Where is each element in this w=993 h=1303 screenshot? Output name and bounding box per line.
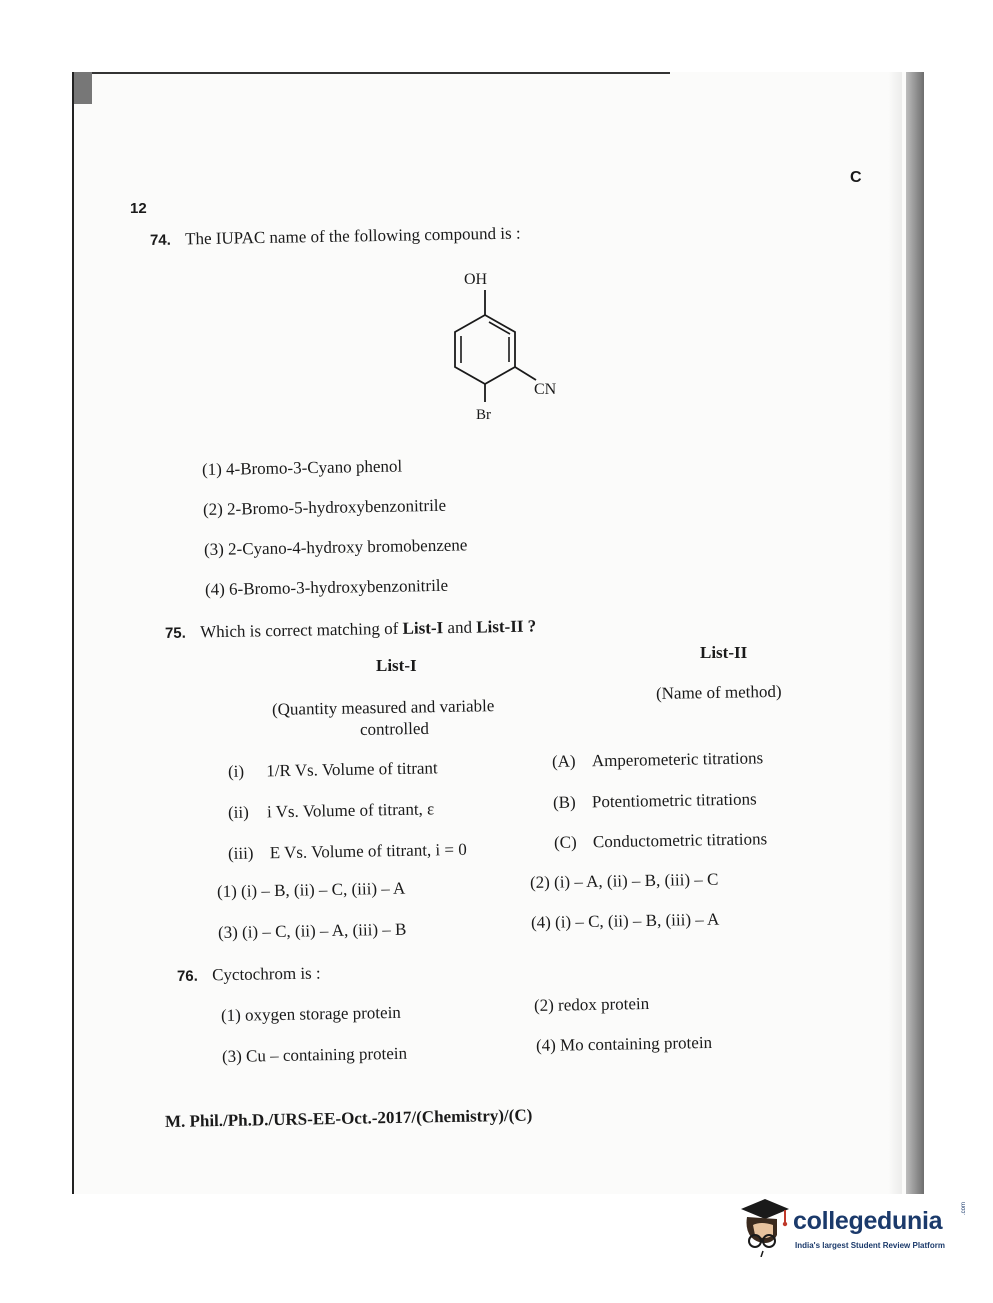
list1-item bbox=[228, 840, 467, 864]
q76-option-2: (2) redox protein bbox=[533, 993, 650, 1015]
question-text: The IUPAC name of the following compound is : bbox=[184, 223, 521, 249]
question-number: 74. bbox=[149, 231, 172, 249]
graduate-mascot-icon bbox=[735, 1195, 793, 1257]
list2-item bbox=[552, 748, 764, 772]
chemical-structure bbox=[430, 262, 580, 432]
oh-label: OH bbox=[464, 271, 488, 288]
scan-corner-shadow bbox=[74, 72, 92, 104]
list2-item bbox=[553, 789, 757, 813]
q76-option-3: (3) Cu – containing protein bbox=[221, 1043, 408, 1066]
q74-option-3: (3) 2-Cyano-4-hydroxy bromobenzene bbox=[203, 535, 468, 559]
list1-item-text: E Vs. Volume of titrant, i = 0 bbox=[269, 839, 467, 863]
scan-right-edge bbox=[906, 72, 924, 1194]
list2-item-text: Potentiometric titrations bbox=[591, 789, 757, 812]
question-76 bbox=[177, 963, 321, 986]
list1-item-text: i Vs. Volume of titrant, ε bbox=[266, 799, 435, 822]
question-text: Which is correct matching of bbox=[199, 618, 399, 642]
list2-subheading: (Name of method) bbox=[655, 681, 782, 703]
question-text-and: and bbox=[447, 617, 473, 638]
scan-binding-shade bbox=[888, 72, 902, 1194]
logo-tagline: India's largest Student Review Platform bbox=[795, 1241, 945, 1250]
cn-bond bbox=[515, 367, 536, 380]
q75-option-2: (2) (i) – A, (ii) – B, (iii) – C bbox=[529, 869, 719, 892]
list1-item-text: 1/R Vs. Volume of titrant bbox=[266, 758, 438, 781]
q76-option-4: (4) Mo containing protein bbox=[535, 1032, 713, 1055]
question-text: Cyctochrom is : bbox=[211, 963, 321, 985]
br-label: Br bbox=[476, 407, 491, 423]
list2-item bbox=[554, 829, 767, 853]
benzene-ring bbox=[455, 315, 515, 384]
collegedunia-logo[interactable] bbox=[735, 1195, 965, 1265]
list2-item-label: (C) bbox=[553, 832, 577, 852]
q75-option-3: (3) (i) – C, (ii) – A, (iii) – B bbox=[217, 919, 407, 942]
question-text-list1: List-I bbox=[402, 618, 444, 638]
list1-item bbox=[228, 758, 438, 782]
list1-heading: List-I bbox=[376, 656, 417, 675]
list2-item-label: (A) bbox=[551, 751, 576, 771]
q74-option-1: (1) 4-Bromo-3-Cyano phenol bbox=[201, 456, 403, 479]
booklet-code: C bbox=[850, 169, 862, 186]
q74-option-4: (4) 6-Bromo-3-hydroxybenzonitrile bbox=[204, 575, 449, 599]
scan-top-edge bbox=[74, 72, 670, 74]
question-number: 75. bbox=[164, 624, 187, 642]
q76-option-1: (1) oxygen storage protein bbox=[220, 1002, 402, 1025]
page-footer: M. Phil./Ph.D./URS-EE-Oct.-2017/(Chemistry)/(C) bbox=[164, 1105, 533, 1131]
question-number: 76. bbox=[176, 967, 199, 985]
cn-label: CN bbox=[534, 381, 557, 398]
list1-subheading-line2: controlled bbox=[359, 718, 430, 739]
logo-wordmark: collegedunia bbox=[793, 1207, 943, 1235]
logo-domain: .com bbox=[961, 1201, 967, 1215]
list1-item-label: (iii) bbox=[227, 843, 254, 863]
list1-item bbox=[228, 799, 435, 823]
list1-subheading-line1: (Quantity measured and variable bbox=[271, 696, 495, 719]
list2-heading: List-II bbox=[700, 643, 748, 662]
list2-item-label: (B) bbox=[552, 792, 576, 812]
list1-item-label: (i) bbox=[227, 761, 245, 781]
page-number: 12 bbox=[130, 200, 147, 217]
list2-item-text: Amperometeric titrations bbox=[591, 748, 764, 771]
list1-item-label: (ii) bbox=[227, 802, 249, 822]
q74-option-2: (2) 2-Bromo-5-hydroxybenzonitrile bbox=[202, 495, 447, 519]
question-text-list2: List-II ? bbox=[476, 616, 537, 637]
q75-option-1: (1) (i) – B, (ii) – C, (iii) – A bbox=[216, 878, 406, 901]
list2-item-text: Conductometric titrations bbox=[592, 829, 768, 852]
q75-option-4: (4) (i) – C, (ii) – B, (iii) – A bbox=[530, 909, 720, 932]
